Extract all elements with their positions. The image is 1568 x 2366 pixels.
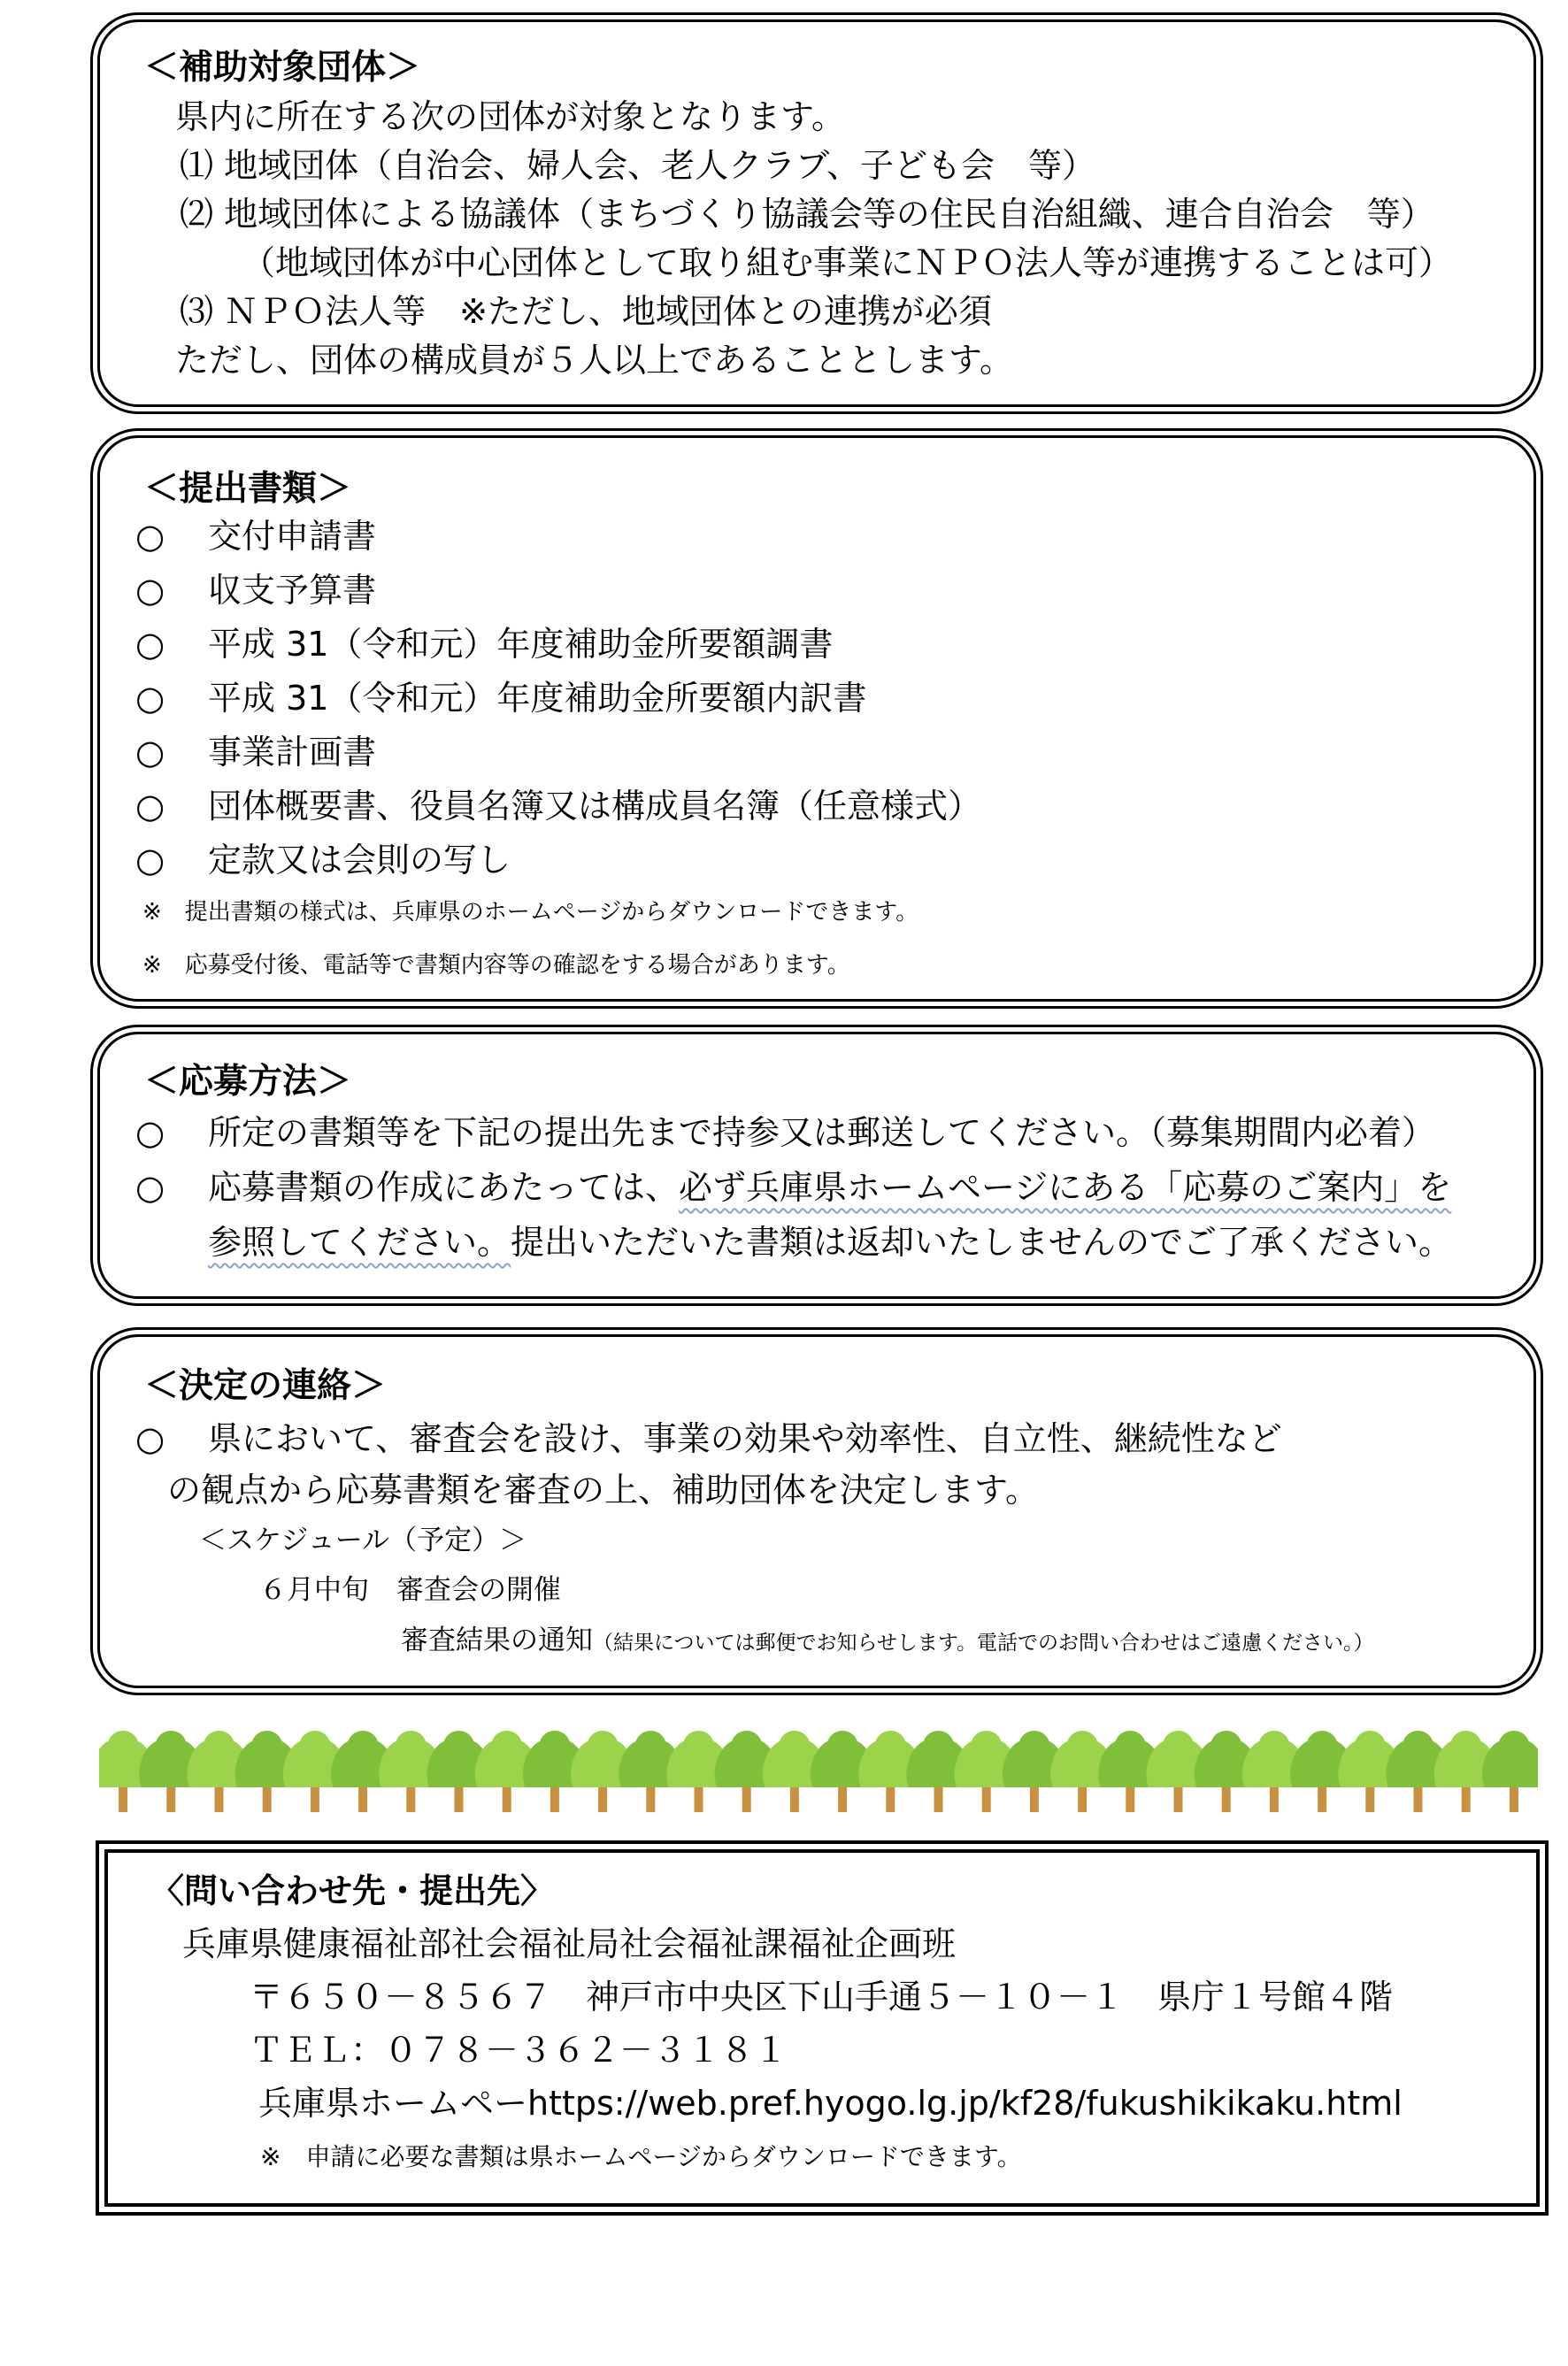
document-item: 団体概要書、役員名簿又は構成員名簿（任意様式） xyxy=(208,787,982,826)
eligible-intro: 県内に所在する次の団体が対象となります。 xyxy=(175,97,845,136)
document-item: 収支予算書 xyxy=(208,571,377,610)
apply-line-1: 所定の書類等を下記の提出先まで持参又は郵送してください。（募集期間内必着） xyxy=(208,1113,1436,1152)
schedule-item-2 xyxy=(401,1627,1374,1655)
apply-line-3-underlined: 参照してください。 xyxy=(208,1223,511,1262)
section-heading: ＜応募方法＞ xyxy=(144,1062,352,1102)
schedule-title: ＜スケジュール（予定）＞ xyxy=(199,1525,527,1556)
document-item: 平成 31（令和元）年度補助金所要額調書 xyxy=(208,625,834,664)
bullet-icon: ○ xyxy=(135,679,165,718)
section-heading: ＜決定の連絡＞ xyxy=(144,1366,387,1406)
apply-line-2-underlined: 必ず兵庫県ホームページにある「応募のご案内」を xyxy=(679,1168,1452,1207)
document-item: 事業計画書 xyxy=(208,733,377,772)
contact-heading: 〈問い合わせ先・提出先〉 xyxy=(150,1871,555,1910)
eligible-organizations-section xyxy=(97,19,1536,407)
decision-notice-section xyxy=(97,1334,1536,1688)
bullet-icon: ○ xyxy=(135,841,165,880)
bullet-icon: ○ xyxy=(135,1419,165,1458)
tree-icon xyxy=(1482,1731,1538,1812)
section-heading: ＜補助対象団体＞ xyxy=(144,48,421,88)
document-item: 平成 31（令和元）年度補助金所要額内訳書 xyxy=(208,679,867,718)
bullet-icon: ○ xyxy=(135,1113,165,1152)
section-heading: ＜提出書類＞ xyxy=(144,469,352,509)
documents-note-2: ※ 応募受付後、電話等で書類内容等の確認をする場合があります。 xyxy=(142,952,850,979)
document-item: 定款又は会則の写し xyxy=(208,841,511,880)
eligible-item-3: ⑶ ＮＰＯ法人等 ※ただし、地域団体との連携が必須 xyxy=(180,292,992,331)
bullet-icon: ○ xyxy=(135,787,165,826)
document-item: 交付申請書 xyxy=(208,517,377,556)
application-method-section xyxy=(97,1032,1536,1299)
bullet-icon: ○ xyxy=(135,1168,165,1207)
contact-homepage: 兵庫県ホームペーhttps://web.pref.hyogo.lg.jp/kf28/fukushikikaku.html xyxy=(258,2084,1403,2123)
eligible-item-1: ⑴ 地域団体（自治会、婦人会、老人クラブ、子ども会 等） xyxy=(180,146,1096,185)
schedule-item-1: ６月中旬 審査会の開催 xyxy=(259,1574,561,1606)
bullet-icon: ○ xyxy=(135,571,165,610)
apply-line-3 xyxy=(208,1223,1453,1262)
bullet-icon: ○ xyxy=(135,625,165,664)
apply-line-3-end: 提出いただいた書類は返却いたしませんのでご了承ください。 xyxy=(511,1223,1453,1262)
decision-line-1: 県において、審査会を設け、事業の効果や効率性、自立性、継続性など xyxy=(208,1419,1282,1458)
bullet-icon: ○ xyxy=(135,733,165,772)
decision-line-2: の観点から応募書類を審査の上、補助団体を決定します。 xyxy=(167,1471,1039,1509)
contact-tel: ＴＥＬ：０７８－３６２－３１８１ xyxy=(250,2031,788,2070)
eligible-item-2-note: （地域団体が中心団体として取り組む事業にＮＰＯ法人等が連携することは可） xyxy=(242,243,1453,282)
contact-department: 兵庫県健康福祉部社会福祉局社会福祉課福祉企画班 xyxy=(182,1924,957,1963)
apply-line-2-start: 応募書類の作成にあたっては、 xyxy=(208,1168,680,1207)
eligible-condition: ただし、団体の構成員が５人以上であることとします。 xyxy=(175,341,1013,380)
tree-border-decoration xyxy=(99,1725,1538,1823)
apply-line-2 xyxy=(208,1168,1452,1207)
contact-section xyxy=(104,1849,1540,2207)
schedule-item-2-label: 審査結果の通知 xyxy=(401,1625,593,1656)
required-documents-section xyxy=(97,435,1536,1002)
documents-note-1: ※ 提出書類の様式は、兵庫県のホームページからダウンロードできます。 xyxy=(142,899,919,926)
contact-note: ※ 申請に必要な書類は県ホームページからダウンロードできます。 xyxy=(260,2142,1022,2171)
eligible-item-2: ⑵ 地域団体による協議体（まちづくり協議会等の住民自治組織、連合自治会 等） xyxy=(180,195,1434,234)
bullet-icon: ○ xyxy=(135,517,165,556)
contact-address: 〒６５０－８５６７ 神戸市中央区下山手通５－１０－１ 県庁１号館４階 xyxy=(250,1978,1394,2016)
schedule-item-2-note: （結果については郵便でお知らせします。電話でのお問い合わせはご遠慮ください。） xyxy=(593,1632,1374,1655)
